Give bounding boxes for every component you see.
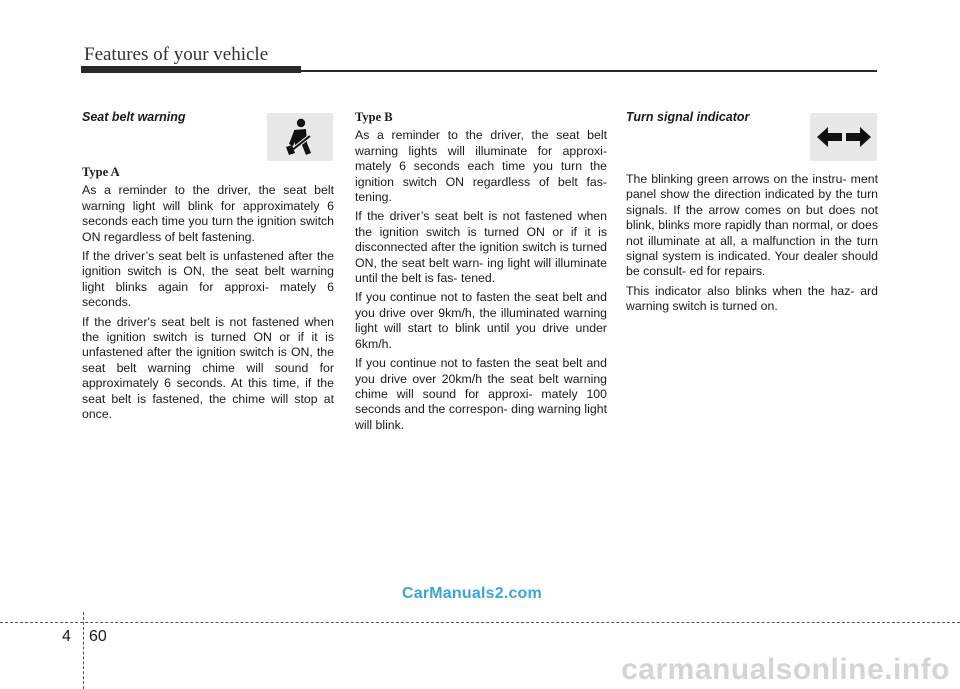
type-b-paragraph: As a reminder to the driver, the seat belt warning lights will illuminate for approxi- mately 6 seconds each time you turn the ignition switch ON regardless of belt fas- tening. xyxy=(355,128,607,205)
type-b-paragraph: If the driver’s seat belt is not fastened when the ignition switch is turned ON or if it is disconnected after the ignition switch is turned ON, the seat belt warn- ing light will illuminate until the belt is fas- tened. xyxy=(355,209,607,286)
page-number: 60 xyxy=(89,628,107,645)
turn-signal-arrows-icon xyxy=(810,113,877,161)
watermark-link[interactable]: CarManuals2.com xyxy=(402,585,542,602)
header-rule-thick xyxy=(81,66,301,73)
page-header-title: Features of your vehicle xyxy=(84,44,269,65)
type-b-paragraph: If you continue not to fasten the seat belt and you drive over 20km/h the seat belt warning chime will sound for approxi- mately 100 seconds and the correspon- ding warning light will blink. xyxy=(355,356,607,432)
turn-signal-paragraph: The blinking green arrows on the instru- ment panel show the direction indicated by the turn signals. If the arrow comes on but does not blink, blinks more rapidly than normal, or does not illuminate at all, a malfunction in the turn signal system is indicated. Your dealer should be consult- ed for repairs. xyxy=(626,172,878,279)
header-rule-thin xyxy=(301,70,877,72)
turn-signal-paragraph: This indicator also blinks when the haz- ard warning switch is turned on. xyxy=(626,283,878,314)
footer-dashed-divider xyxy=(83,612,84,689)
type-b-paragraph: If you continue not to fasten the seat belt and you drive over 9km/h, the illuminated warning light will start to blink until you drive under 6km/h. xyxy=(355,290,607,351)
type-b-label: Type B xyxy=(355,110,393,124)
seat-belt-icon xyxy=(267,113,333,161)
chapter-number: 4 xyxy=(62,628,71,645)
column-seat-belt-type-b xyxy=(355,110,607,437)
footer-dashed-rule xyxy=(0,622,960,623)
type-a-label: Type A xyxy=(82,165,120,179)
section-title-turn-signal: Turn signal indicator xyxy=(626,110,750,124)
type-a-paragraph: If the driver’s seat belt is unfastened after the ignition switch is ON, the seat belt warning light blinks again for approxi- mately 6 seconds. xyxy=(82,249,334,310)
section-title-seat-belt: Seat belt warning xyxy=(82,110,186,124)
type-a-paragraph: As a reminder to the driver, the seat belt warning light will blink for approximately 6 seconds each time you turn the ignition switch ON regardless of belt fastening. xyxy=(82,183,334,244)
type-a-paragraph: If the driver's seat belt is not fastened when the ignition switch is turned ON or if it is unfastened after the ignition switch is ON, the seat belt warning chime will sound for approximately 6 seconds. At this time, if the seat belt is fastened, the chime will stop at once. xyxy=(82,314,334,422)
bottom-watermark: carmanualsonline.info xyxy=(621,653,950,686)
